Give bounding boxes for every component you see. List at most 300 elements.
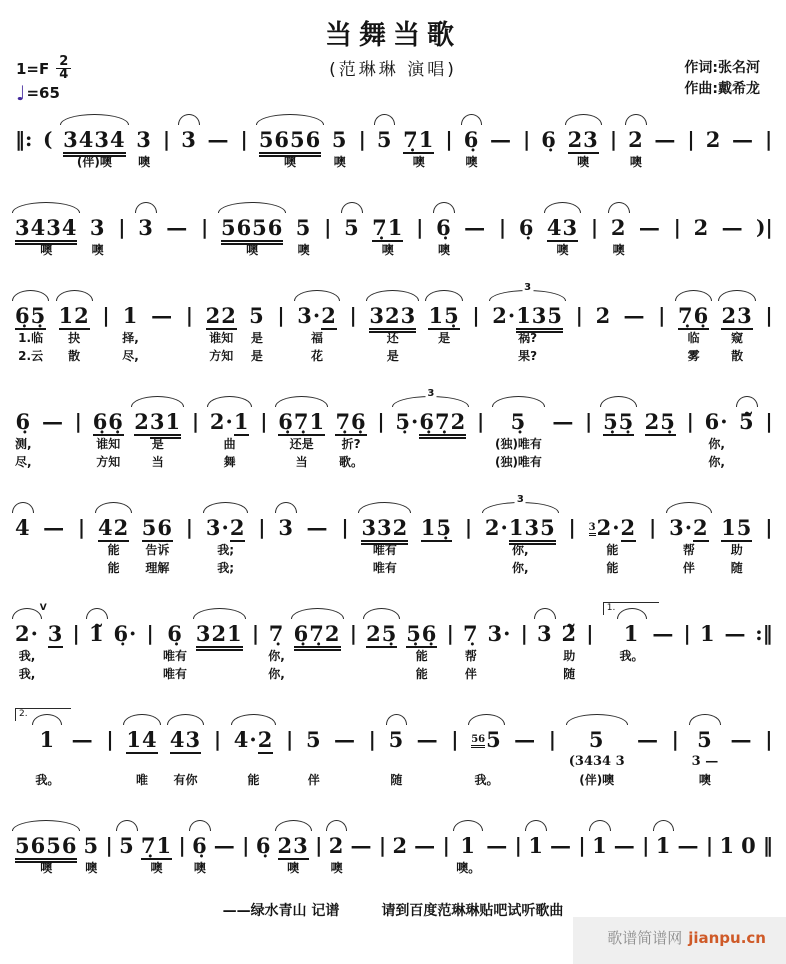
note-group (98, 494, 129, 578)
note-figures (89, 620, 105, 648)
note-group (490, 106, 512, 172)
barline-glyph: | (102, 303, 110, 327)
barline (523, 106, 531, 172)
barline-glyph: | (442, 833, 450, 857)
note-figures (136, 126, 152, 154)
note-figures (167, 620, 183, 648)
note-group (603, 388, 634, 472)
watermark-site-name: 歌谱简谱网 (607, 929, 683, 947)
barline (442, 812, 450, 878)
slur-arc-zone (344, 194, 360, 214)
top-zone (406, 600, 437, 620)
note-part: 2 (693, 215, 710, 240)
top-zone (349, 600, 357, 620)
top-zone (105, 812, 113, 832)
slur-arc-zone (329, 812, 345, 832)
key-label: 1=F (16, 59, 50, 78)
music-line-1 (14, 106, 774, 172)
note-part: 25̣ (366, 621, 398, 646)
note-group (456, 812, 480, 878)
top-zone (315, 812, 323, 832)
top-zone (206, 282, 237, 302)
barline (765, 106, 773, 172)
lyric-syllable: 能 (606, 543, 619, 557)
note-part: 323 (369, 303, 416, 333)
top-zone (541, 106, 557, 126)
note-group (464, 106, 480, 172)
barline-glyph: | (240, 127, 248, 151)
note-part: 6̣ (463, 127, 480, 152)
note-figures (611, 214, 627, 242)
note-part: 5 (697, 727, 713, 752)
top-zone (240, 106, 248, 126)
top-zone (378, 812, 386, 832)
top-zone (451, 706, 459, 726)
slur-arc (60, 114, 128, 125)
top-zone (645, 388, 676, 408)
barline-glyph: | (765, 127, 773, 151)
note-group (278, 812, 309, 878)
top-zone (756, 194, 773, 214)
note-part: 0 (741, 833, 757, 858)
note-group (514, 706, 536, 790)
volta-bracket (15, 706, 28, 790)
note-part: 3· (297, 303, 322, 328)
lyric-syllable-verse2: 唯有 (372, 561, 397, 575)
lyric-syllable-verse2: 雾 (687, 349, 700, 363)
note-part: — (652, 621, 675, 646)
slur-arc (167, 714, 204, 725)
note-group (614, 812, 636, 878)
note-group (278, 494, 294, 578)
note-figures (63, 126, 125, 154)
slur-arc-zone (389, 706, 405, 726)
note-part: 2̃ (561, 621, 578, 646)
score (0, 106, 786, 878)
barline-glyph: | (349, 621, 357, 645)
note-figures (40, 726, 56, 754)
slur-arc-zone (15, 194, 77, 214)
note-part: — (166, 215, 189, 240)
slur-arc-zone (134, 388, 181, 408)
barline (464, 494, 472, 578)
note-figures (15, 302, 46, 330)
slur-arc (666, 502, 712, 513)
lyric-syllable: 能 (415, 649, 428, 663)
slur-arc-zone (126, 706, 157, 726)
barline-glyph: | (191, 409, 200, 433)
note-part: 1 (528, 833, 544, 858)
top-zone (141, 812, 172, 832)
lyric-syllable: 唯有 (163, 649, 188, 663)
barline-glyph: | (378, 833, 387, 857)
note-group (15, 494, 31, 578)
top-zone (335, 388, 366, 408)
slur-arc (12, 820, 80, 831)
lyric-syllable: 祸? (518, 331, 538, 345)
note-figures (428, 302, 459, 330)
note-figures (490, 126, 512, 154)
note-group (372, 194, 403, 260)
note-group (656, 812, 672, 878)
note-part: 5656 (15, 833, 77, 863)
lyric-syllable: 噢 (698, 773, 711, 787)
top-zone (578, 812, 586, 832)
note-part: 321 (196, 621, 243, 651)
note-figures (487, 620, 511, 648)
top-zone (72, 600, 80, 620)
top-zone (93, 388, 124, 408)
note-group (126, 706, 157, 790)
top-zone (43, 106, 52, 126)
music-line-7 (14, 706, 774, 790)
slur-arc (12, 290, 49, 301)
note-part: 7̣6̣ (677, 303, 710, 328)
note-group (428, 282, 459, 366)
note-part: 7̣6̣ (335, 409, 367, 434)
top-zone (260, 388, 268, 408)
top-zone (765, 494, 773, 514)
watermark-brand-link[interactable]: jianpu.cn (688, 929, 766, 947)
top-zone (519, 194, 535, 214)
top-zone (700, 600, 716, 620)
barline-glyph: | (590, 215, 599, 239)
lyric-syllable: 我; (217, 543, 235, 557)
barline (416, 194, 424, 260)
note-part: 3 (47, 621, 64, 646)
music-line-8 (14, 812, 774, 878)
note-figures (589, 514, 637, 542)
top-zone (324, 194, 332, 214)
note-part: 6̣7̣2 (419, 409, 466, 439)
top-zone (341, 494, 349, 514)
barline-glyph: | (673, 215, 681, 239)
lyric-syllable-verse2: 歌。 (339, 455, 364, 469)
lyric-syllable: 临 (687, 331, 700, 345)
lyric-syllable: 噢。 (456, 861, 481, 875)
note-group (208, 106, 230, 172)
top-zone (732, 106, 754, 126)
slur-arc (275, 502, 297, 513)
barline-glyph: )| (756, 215, 773, 239)
top-zone (623, 282, 645, 302)
slur-arc (341, 202, 363, 213)
barline-glyph: | (686, 409, 694, 433)
note-figures (210, 408, 250, 436)
slur-arc-zone (206, 494, 246, 514)
top-zone (90, 194, 106, 214)
slur-arc-zone (15, 282, 46, 302)
note-group (151, 282, 173, 366)
note-group (393, 812, 409, 878)
top-zone (15, 706, 28, 726)
lyric-syllable-verse2: 能 (107, 561, 120, 575)
slur-arc (12, 608, 42, 619)
note-group (334, 706, 356, 790)
barline-glyph: | (260, 409, 268, 433)
note-part: 23 (721, 303, 753, 328)
slur-arc-zone (294, 600, 341, 620)
barline (213, 706, 221, 790)
note-figures (739, 408, 755, 436)
lyric-syllable-verse2: 你, (512, 561, 529, 575)
top-zone (446, 600, 454, 620)
note-part: 1 (700, 621, 716, 646)
lyric-syllable-verse2: 当 (295, 455, 308, 469)
slur-arc (256, 114, 324, 125)
slur-arc (608, 202, 630, 213)
note-figures (119, 832, 135, 860)
top-zone (686, 388, 694, 408)
slur-arc (358, 502, 411, 513)
top-zone (724, 600, 746, 620)
top-zone (477, 388, 485, 408)
lyric-syllable: 噢 (629, 155, 642, 169)
slur-arc (123, 714, 160, 725)
note-part: 12 (58, 303, 90, 328)
note-figures (417, 726, 439, 754)
note-figures (741, 832, 757, 860)
note-group (589, 494, 637, 578)
top-zone (368, 706, 376, 726)
note-group (654, 106, 676, 172)
barline-glyph: | (251, 621, 260, 645)
note-part: — (623, 303, 646, 328)
barline (591, 194, 599, 260)
note-part: 5 (306, 727, 322, 752)
top-zone (763, 812, 773, 832)
barline (315, 812, 323, 878)
note-group (406, 600, 437, 684)
top-zone (213, 706, 221, 726)
barline (286, 706, 294, 790)
top-zone (464, 194, 486, 214)
note-figures (48, 620, 64, 648)
top-zone (256, 812, 272, 832)
slur-arc (56, 290, 93, 301)
lyric-syllable-verse2: 尽, (122, 349, 139, 363)
lyric-syllable: 我。 (35, 773, 60, 787)
note-part: 1 (623, 621, 640, 646)
slur-arc (135, 202, 157, 213)
slur-arc-zone (234, 706, 274, 726)
note-part: 3 (181, 127, 197, 152)
slur-arc (625, 114, 647, 125)
top-zone (671, 706, 679, 726)
barline (586, 600, 594, 684)
slur-arc-zone (15, 494, 31, 514)
note-figures (596, 302, 612, 330)
slur-arc-zone (15, 812, 77, 832)
top-zone (372, 194, 403, 214)
top-zone (142, 494, 173, 514)
note-group (637, 706, 659, 790)
top-zone (15, 106, 32, 126)
note-group (329, 812, 345, 878)
note-figures (705, 408, 729, 436)
slur-arc (363, 608, 400, 619)
note-figures (464, 214, 486, 242)
top-zone (118, 194, 126, 214)
note-figures (15, 514, 31, 542)
note-part: — (677, 833, 700, 858)
note-part: 2· (484, 515, 509, 540)
note-group (221, 194, 283, 260)
top-zone (334, 706, 356, 726)
lyric-syllable: 噢 (412, 155, 425, 169)
lyric-syllable: 噢 (381, 243, 394, 257)
barline-glyph: | (765, 303, 773, 327)
top-zone (654, 106, 676, 126)
note-part: 6̣ (192, 833, 208, 858)
note-figures (656, 832, 672, 860)
note-group (547, 194, 578, 260)
barline-glyph: | (514, 833, 522, 857)
song-subtitle: (范琳琳 演唱) (329, 60, 457, 80)
note-figures (537, 620, 553, 648)
note-group (623, 282, 645, 366)
note-part: — (731, 127, 754, 152)
watermark (573, 917, 786, 964)
top-zone (78, 494, 86, 514)
lyric-syllable: 择, (122, 331, 139, 345)
note-group (256, 812, 272, 878)
note-part: 15 (721, 515, 753, 540)
lyric-syllable: 有你 (173, 773, 198, 787)
note-figures (350, 832, 372, 860)
note-part: 15̣ (428, 303, 460, 328)
barline (765, 388, 773, 472)
top-zone (214, 812, 236, 832)
lyric-syllable: (伴)噢 (76, 155, 112, 169)
slur-arc-zone (485, 494, 556, 514)
top-zone (277, 282, 285, 302)
note-figures (395, 408, 466, 436)
note-part: — (306, 515, 329, 540)
note-part: 4 (15, 515, 31, 540)
note-group (181, 106, 197, 172)
note-figures (83, 832, 99, 860)
note-figures (372, 214, 403, 242)
top-zone (658, 282, 666, 302)
note-group (15, 194, 77, 260)
barline (756, 194, 773, 260)
note-part: 2 (705, 127, 722, 152)
note-part: 5̣6̣ (406, 621, 438, 646)
note-group (278, 388, 325, 472)
top-zone (585, 388, 593, 408)
top-zone (575, 282, 583, 302)
top-zone (548, 706, 556, 726)
lyric-syllable-verse2: 方知 (96, 455, 121, 469)
barline (765, 706, 773, 790)
barline (324, 194, 332, 260)
note-group (487, 600, 511, 684)
triplet-number: 3 (524, 282, 532, 293)
barline (106, 706, 114, 790)
note-group (694, 194, 710, 260)
note-figures (700, 620, 716, 648)
note-part: 2 (595, 303, 612, 328)
lyric-syllable-verse2: 舞 (223, 455, 236, 469)
note-group (332, 106, 348, 172)
note-group (369, 282, 416, 366)
lyric-syllable-verse2: 伴 (682, 561, 695, 575)
triplet-number: 3 (516, 494, 524, 505)
note-figures (166, 214, 188, 242)
barline (240, 106, 248, 172)
top-zone (268, 600, 285, 620)
barline-glyph: | (548, 727, 557, 751)
slur-arc-zone (63, 106, 125, 126)
note-part: 14 (126, 727, 158, 752)
barline-glyph: | (445, 127, 453, 151)
top-zone (136, 106, 152, 126)
meter-numerator: 2 (56, 56, 71, 69)
note-group (141, 812, 172, 878)
top-zone (417, 706, 439, 726)
slur-arc-zone (278, 494, 294, 514)
note-group (113, 600, 137, 684)
top-zone (609, 106, 617, 126)
note-group (306, 706, 322, 790)
note-figures (90, 214, 106, 242)
slur-arc-zone (192, 812, 208, 832)
slur-arc (189, 820, 211, 831)
slur-arc (589, 820, 611, 831)
note-part: 2· (492, 303, 517, 328)
barline-glyph: | (185, 515, 194, 539)
lyric-syllable: 你, (512, 543, 529, 557)
top-zone (208, 106, 230, 126)
note-figures (278, 832, 309, 860)
barline-glyph: | (520, 621, 528, 645)
note-part: — (613, 833, 636, 858)
slur-arc-zone (210, 388, 250, 408)
slur-arc-zone (656, 812, 672, 832)
slur-arc-zone (119, 812, 135, 832)
note-part: 5 (344, 215, 360, 240)
barline (277, 282, 285, 366)
note-figures (528, 832, 544, 860)
barline-glyph: | (585, 409, 593, 433)
slur-arc (231, 714, 277, 725)
top-zone (596, 282, 612, 302)
top-zone (113, 600, 137, 620)
top-zone (414, 812, 436, 832)
note-figures (403, 126, 434, 154)
volta-label: 1. (603, 602, 659, 615)
note-part: 5656 (221, 215, 283, 245)
barline (548, 706, 556, 790)
note-figures (722, 214, 744, 242)
note-group (436, 194, 452, 260)
note-group (377, 106, 393, 172)
note-group (297, 282, 337, 366)
music-line-3 (14, 282, 774, 366)
note-part: 6̣ (255, 833, 272, 858)
note-figures (623, 302, 645, 330)
note-group (163, 600, 187, 684)
slur-arc-zone (495, 388, 542, 408)
lyric-syllable: 我, (18, 649, 36, 663)
note-part: 5̣5̣ (603, 409, 635, 434)
note-figures (306, 726, 322, 754)
top-zone (464, 494, 472, 514)
barline (185, 494, 193, 578)
slur-arc-zone (678, 282, 709, 302)
note-group (678, 282, 709, 366)
